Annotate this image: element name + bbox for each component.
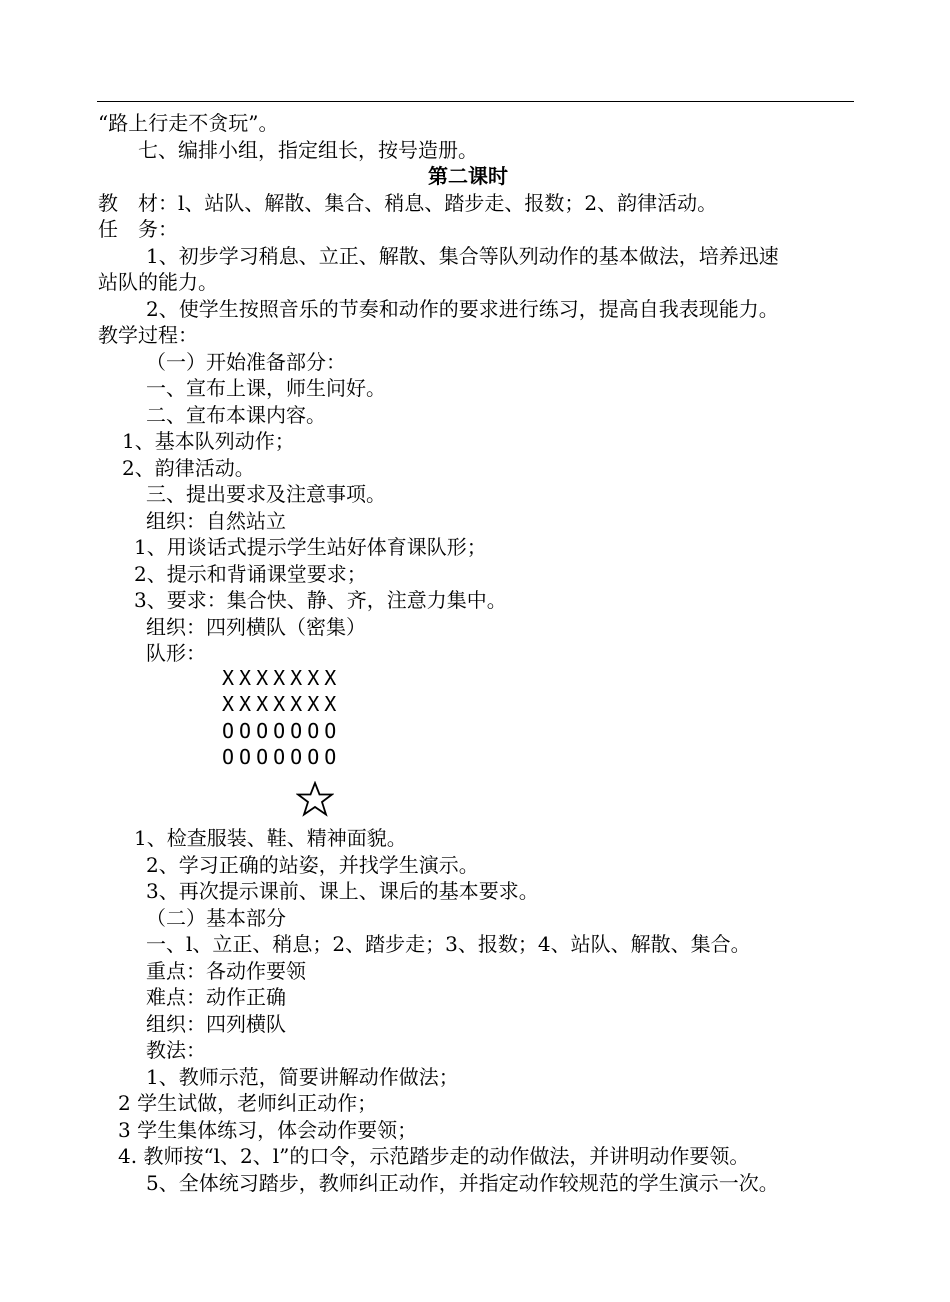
text-line: 2、使学生按照音乐的节奏和动作的要求进行练习，提高自我表现能力。 <box>146 297 779 321</box>
formation-row: XXXXXXX <box>222 692 342 716</box>
text-line: 一、l、立正、稍息；2、踏步走；3、报数；4、站队、解散、集合。 <box>146 932 751 956</box>
text-line: 难点：动作正确 <box>146 985 286 1009</box>
text-line: 5、全体统习踏步，教师纠正动作，并指定动作较规范的学生演示一次。 <box>146 1171 779 1195</box>
text-line: 1、初步学习稍息、立正、解散、集合等队列动作的基本做法，培养迅速 <box>146 244 779 268</box>
text-line: 1、检查服装、鞋、精神面貌。 <box>134 826 407 850</box>
text-line: 任 务： <box>98 217 178 241</box>
text-line: 3 学生集体练习，体会动作要领； <box>118 1118 418 1142</box>
text-line: 3、再次提示课前、课上、课后的基本要求。 <box>146 879 539 903</box>
text-line: 组织：自然站立 <box>146 509 286 533</box>
star-outline-icon <box>296 781 334 817</box>
text-line: 1、用谈话式提示学生站好体育课队形； <box>134 535 487 559</box>
text-line: 2、提示和背诵课堂要求； <box>134 562 367 586</box>
section-title: 第二课时 <box>428 164 508 188</box>
text-line: 1、教师示范，简要讲解动作做法； <box>146 1065 459 1089</box>
text-line: （二）基本部分 <box>146 906 286 930</box>
text-line: 一、宣布上课，师生问好。 <box>146 376 386 400</box>
text-line: 组织：四列横队（密集） <box>146 615 366 639</box>
text-line: 七、编排小组，指定组长，按号造册。 <box>138 138 478 162</box>
formation-row: OOOOOOO <box>222 719 342 743</box>
text-line: 3、要求：集合快、静、齐，注意力集中。 <box>134 588 507 612</box>
text-line: 二、宣布本课内容。 <box>146 403 326 427</box>
text-line: 2、学习正确的站姿，并找学生演示。 <box>146 853 479 877</box>
text-line: 2、韵律活动。 <box>122 456 255 480</box>
text-line: 2 学生试做，老师纠正动作； <box>118 1091 378 1115</box>
text-line: 重点：各动作要领 <box>146 959 306 983</box>
text-line: 4. 教师按“l、2、l”的口令，示范踏步走的动作做法，并讲明动作要领。 <box>118 1144 750 1168</box>
text-line: 教学过程： <box>98 323 198 347</box>
formation-row: XXXXXXX <box>222 666 342 690</box>
text-line: 教 材：l、站队、解散、集合、稍息、踏步走、报数；2、韵律活动。 <box>98 191 718 215</box>
text-line: 教法： <box>146 1038 206 1062</box>
text-line: “路上行走不贪玩”。 <box>98 111 279 135</box>
text-line: 三、提出要求及注意事项。 <box>146 482 386 506</box>
text-line: 组织：四列横队 <box>146 1012 286 1036</box>
header-rule <box>97 101 854 102</box>
text-line: 1、基本队列动作； <box>122 429 295 453</box>
text-line: 站队的能力。 <box>98 270 218 294</box>
formation-row: OOOOOOO <box>222 745 342 769</box>
text-line: （一）开始准备部分： <box>146 350 346 374</box>
text-line: 队形： <box>146 641 206 665</box>
